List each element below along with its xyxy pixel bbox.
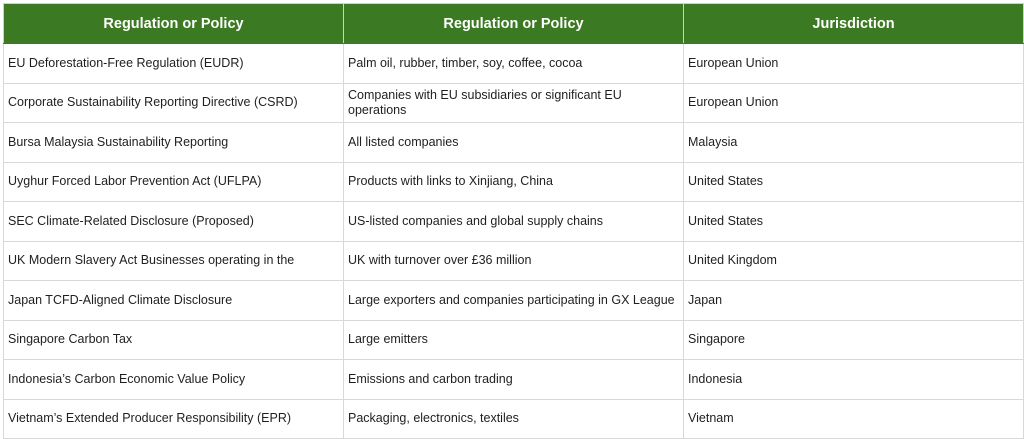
regulations-table-container (3, 3, 1023, 439)
regulation-cell: UK Modern Slavery Act Businesses operating in the (4, 241, 344, 281)
scope-cell: Companies with EU subsidiaries or significant EU operations (344, 83, 684, 123)
regulation-cell: Singapore Carbon Tax (4, 320, 344, 360)
column-header-scope: Regulation or Policy (344, 4, 684, 44)
table-row (4, 44, 1024, 84)
table-row (4, 360, 1024, 400)
table-row (4, 123, 1024, 163)
jurisdiction-cell: European Union (684, 44, 1024, 84)
scope-cell: Palm oil, rubber, timber, soy, coffee, cocoa (344, 44, 684, 84)
regulation-cell: Uyghur Forced Labor Prevention Act (UFLPA) (4, 162, 344, 202)
column-header-regulation: Regulation or Policy (4, 4, 344, 44)
regulations-table (3, 3, 1024, 439)
column-header-jurisdiction: Jurisdiction (684, 4, 1024, 44)
scope-cell: All listed companies (344, 123, 684, 163)
regulation-cell: Indonesia’s Carbon Economic Value Policy (4, 360, 344, 400)
regulation-cell: Bursa Malaysia Sustainability Reporting (4, 123, 344, 163)
header-row (4, 4, 1024, 44)
jurisdiction-cell: Malaysia (684, 123, 1024, 163)
scope-cell: Large emitters (344, 320, 684, 360)
table-row (4, 399, 1024, 439)
scope-cell: Products with links to Xinjiang, China (344, 162, 684, 202)
scope-cell: US-listed companies and global supply chains (344, 202, 684, 242)
regulation-cell: Corporate Sustainability Reporting Directive (CSRD) (4, 83, 344, 123)
table-row (4, 162, 1024, 202)
jurisdiction-cell: United Kingdom (684, 241, 1024, 281)
scope-cell: UK with turnover over £36 million (344, 241, 684, 281)
jurisdiction-cell: United States (684, 162, 1024, 202)
scope-cell: Packaging, electronics, textiles (344, 399, 684, 439)
regulation-cell: Japan TCFD-Aligned Climate Disclosure (4, 281, 344, 321)
table-body (4, 44, 1024, 439)
table-row (4, 281, 1024, 321)
jurisdiction-cell: Singapore (684, 320, 1024, 360)
table-row (4, 83, 1024, 123)
regulation-cell: SEC Climate-Related Disclosure (Proposed) (4, 202, 344, 242)
table-row (4, 202, 1024, 242)
jurisdiction-cell: United States (684, 202, 1024, 242)
regulation-cell: Vietnam’s Extended Producer Responsibility (EPR) (4, 399, 344, 439)
jurisdiction-cell: Vietnam (684, 399, 1024, 439)
scope-cell: Large exporters and companies participating in GX League (344, 281, 684, 321)
jurisdiction-cell: European Union (684, 83, 1024, 123)
jurisdiction-cell: Japan (684, 281, 1024, 321)
jurisdiction-cell: Indonesia (684, 360, 1024, 400)
table-row (4, 241, 1024, 281)
regulation-cell: EU Deforestation-Free Regulation (EUDR) (4, 44, 344, 84)
table-row (4, 320, 1024, 360)
table-header (4, 4, 1024, 44)
scope-cell: Emissions and carbon trading (344, 360, 684, 400)
